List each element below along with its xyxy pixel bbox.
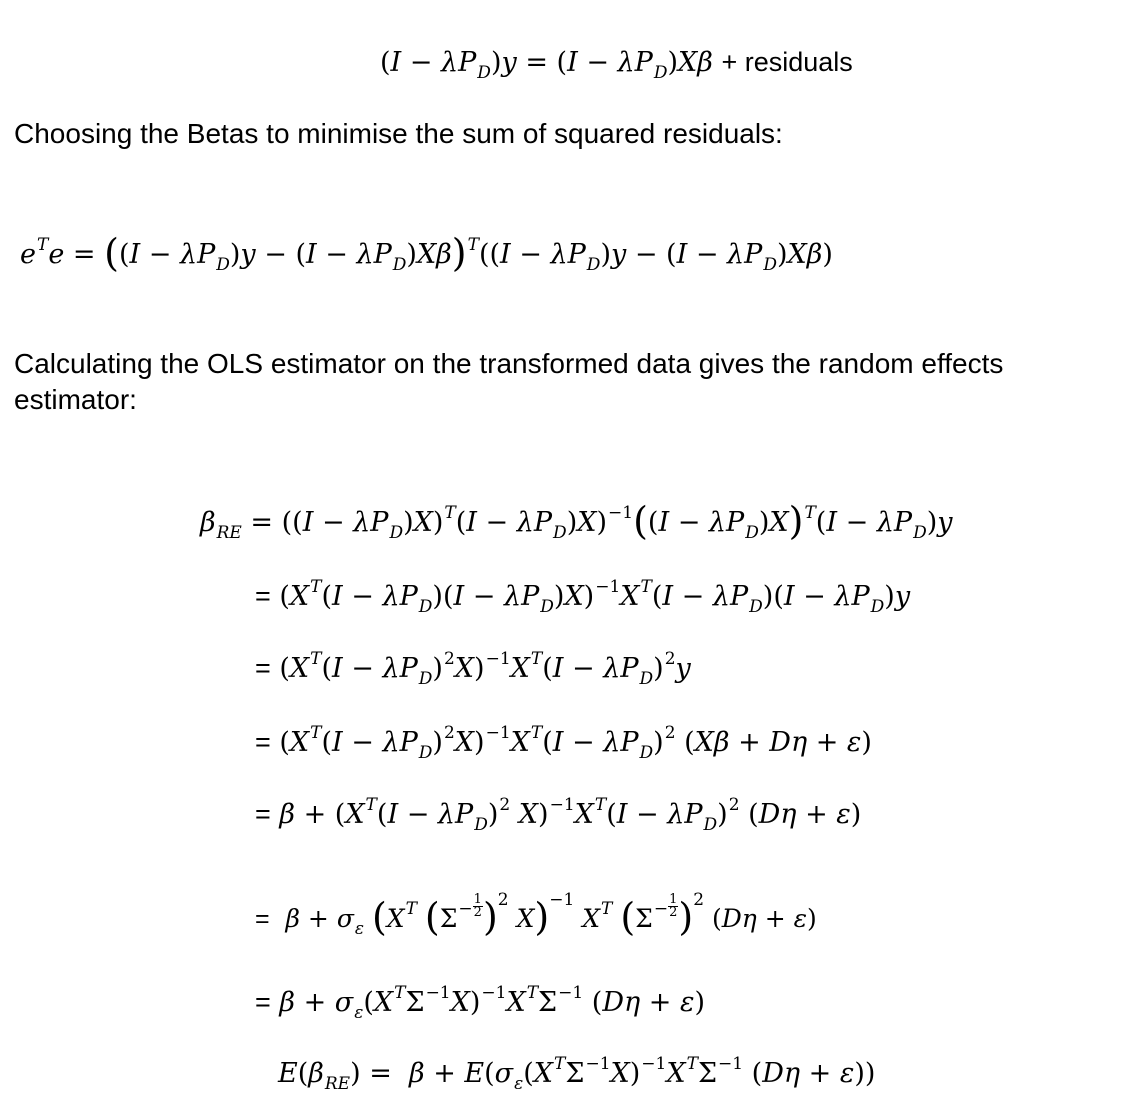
derivation-line-1: $\beta_{RE} = ((I - \lambda P_D)X)^T(I - \lambda P_D)X)^{-1}((I - \lambda P_D)X)^T(I - \lambda P_D)y$ <box>200 499 953 543</box>
derivation-line-8: $E(\beta_{RE}) = \beta + E(\sigma_\varepsilon(X^T\Sigma^{-1}X)^{-1}X^T\Sigma^{-1}$ (Dη + ε)) <box>278 1054 876 1094</box>
derivation-line-2: = $(X^T(I - \lambda P_D)(I - \lambda P_D)X)^{-1}X^T(I - \lambda P_D)(I - \lambda P_D)y$ <box>255 577 911 617</box>
derivation-line-7: = $\beta + \sigma_\varepsilon(X^T\Sigma^{-1}X)^{-1}X^T\Sigma^{-1}$ (Dη + ε) <box>255 983 705 1023</box>
equation-transformed-model: $(I - \lambda P_D)y = (I - \lambda P_D)X\beta$ + residuals <box>380 47 853 83</box>
text-calculating-line2: estimator: <box>14 384 137 415</box>
derivation-line-4: = $(X^T(I - \lambda P_D)^2X)^{-1}X^T(I - \lambda P_D)^2$ (Xβ + Dη + ε) <box>255 723 872 763</box>
derivation-line-3: = $(X^T(I - \lambda P_D)^2X)^{-1}X^T(I - \lambda P_D)^2y$ <box>255 649 691 689</box>
text-choosing-betas: Choosing the Betas to minimise the sum of squared residuals: <box>14 118 783 149</box>
text-calculating-line1: Calculating the OLS estimator on the transformed data gives the random effects <box>14 348 1004 379</box>
derivation-line-6: = $\beta + \sigma_\varepsilon$ ($X^T$ (Σ− $\frac{1}{2}$ )$^2$ X)$^{-1}$ $X^T$ (Σ− $\frac{1}{2}$ )$^2$ (Dη + ε) <box>255 890 817 939</box>
derivation-line-5: = $\beta + (X^T(I - \lambda P_D)^2$ $X)^{-1}X^T(I - \lambda P_D)^2$ (Dη + ε) <box>255 795 862 835</box>
equation-sum-squared-residuals: $e^Te = ((I - \lambda P_D)y - (I - \lambda P_D)X\beta)^T((I - \lambda P_D)y - (I - \lambda P_D)X\beta)$ <box>20 231 833 275</box>
